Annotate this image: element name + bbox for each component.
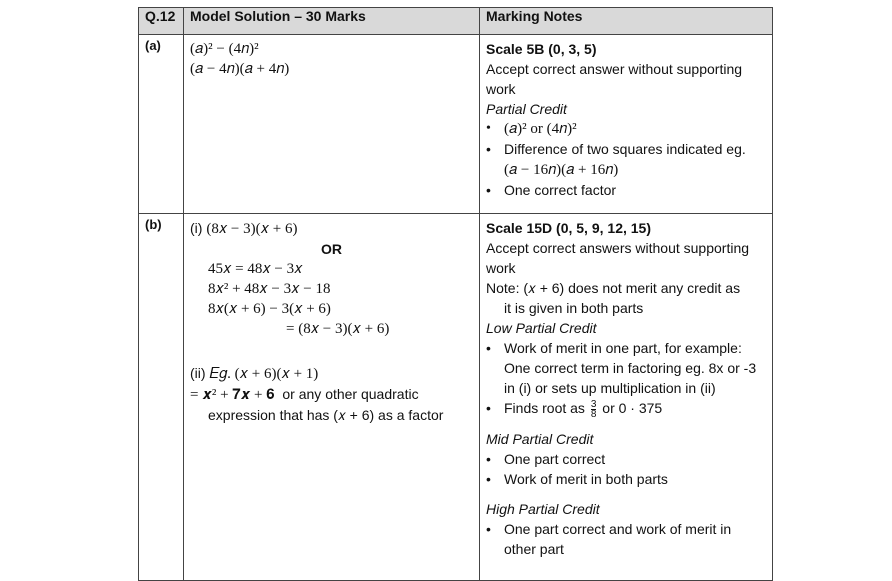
header-solution: Model Solution – 30 Marks (184, 8, 480, 35)
or-label: OR (321, 241, 342, 257)
work-line: 8𝑥(𝑥 + 6) − 3(𝑥 + 6) (208, 301, 331, 317)
list-item (504, 398, 766, 419)
work-line: = (8𝑥 − 3)(𝑥 + 6) (286, 321, 390, 337)
part-a-partial-list (486, 119, 766, 200)
mid-partial-list (486, 449, 766, 489)
list-item: • One correct factor (504, 180, 766, 200)
part-a-notes (480, 35, 773, 214)
work-line: 8𝑥² + 48𝑥 − 3𝑥 − 18 (208, 281, 331, 297)
marking-scheme-table (138, 7, 773, 581)
list-item-math: (𝑎 − 16𝑛)(𝑎 + 16𝑛) (504, 162, 619, 178)
sol-ii-math: 𝐸𝑔. (𝑥 + 6)(𝑥 + 1) (209, 366, 319, 382)
sol-ii-line2-text: or any other quadratic (274, 386, 419, 402)
part-a-sol-line-1: (𝑎)² − (4𝑛)² (190, 41, 259, 57)
list-item: • One part correct and work of merit in other part (504, 519, 766, 559)
part-a-solution (184, 35, 480, 214)
part-a-label: (a) (139, 35, 184, 214)
row-part-b (139, 214, 773, 581)
header-question: Q.12 (139, 8, 184, 35)
low-partial-title: Low Partial Credit (486, 320, 597, 336)
low-partial-list (486, 338, 766, 419)
part-b-sol-ii-line2 (190, 384, 473, 405)
high-partial-title: High Partial Credit (486, 500, 600, 517)
sol-ii-line2-math: = 𝒙² + 𝟕𝒙 + 𝟔 (190, 387, 275, 403)
mid-partial-title: Mid Partial Credit (486, 430, 594, 447)
part-a-sol-line-2: (𝑎 − 4𝑛)(𝑎 + 4𝑛) (190, 61, 290, 77)
part-b-notes (480, 214, 773, 581)
high-partial-list (486, 519, 766, 559)
sol-i-math: (8𝑥 − 3)(𝑥 + 6) (206, 221, 298, 237)
header-row (139, 8, 773, 35)
work-line: 45𝑥 = 48𝑥 − 3𝑥 (208, 261, 303, 277)
sol-i-prefix: (i) (190, 220, 207, 236)
list-item: • (𝑎)² or (4𝑛)² (504, 119, 766, 139)
part-a-scale: Scale 5B (0, 3, 5) (486, 41, 597, 57)
part-b-sol-ii-line3: expression that has (𝑥 + 6) as a factor (208, 407, 444, 423)
header-notes: Marking Notes (480, 8, 773, 35)
part-b-sol-i (190, 218, 473, 239)
root-fraction (591, 400, 597, 419)
part-b-accept: Accept correct answers without supporting work (486, 240, 750, 276)
root-frac-num: 3 (590, 398, 597, 410)
part-b-note: Note: (𝑥 + 6) does not merit any credit as (486, 280, 741, 296)
sol-ii-prefix: (ii) (190, 365, 210, 381)
list-item: • One part correct (504, 449, 766, 469)
part-a-partial-title: Partial Credit (486, 101, 567, 117)
list-item (504, 139, 766, 180)
part-a-accept: Accept correct answer without supporting work (486, 61, 743, 97)
list-item-text: Difference of two squares indicated eg. (504, 141, 746, 157)
row-part-a (139, 35, 773, 214)
root-frac-den: 8 (590, 408, 597, 420)
part-b-scale: Scale 15D (0, 5, 9, 12, 15) (486, 220, 651, 236)
root-rest: or 0 · 375 (598, 400, 663, 416)
part-b-sol-ii (190, 363, 473, 384)
list-item: • Work of merit in one part, for example: One correct term in factoring eg. 8x or -3 in (i) or sets up multiplication in (ii) (504, 338, 766, 398)
part-b-solution (184, 214, 480, 581)
part-b-label: (b) (139, 214, 184, 581)
list-item: • Work of merit in both parts (504, 469, 766, 489)
root-text: Finds root as (504, 400, 585, 416)
part-b-note-2: it is given in both parts (504, 300, 644, 316)
